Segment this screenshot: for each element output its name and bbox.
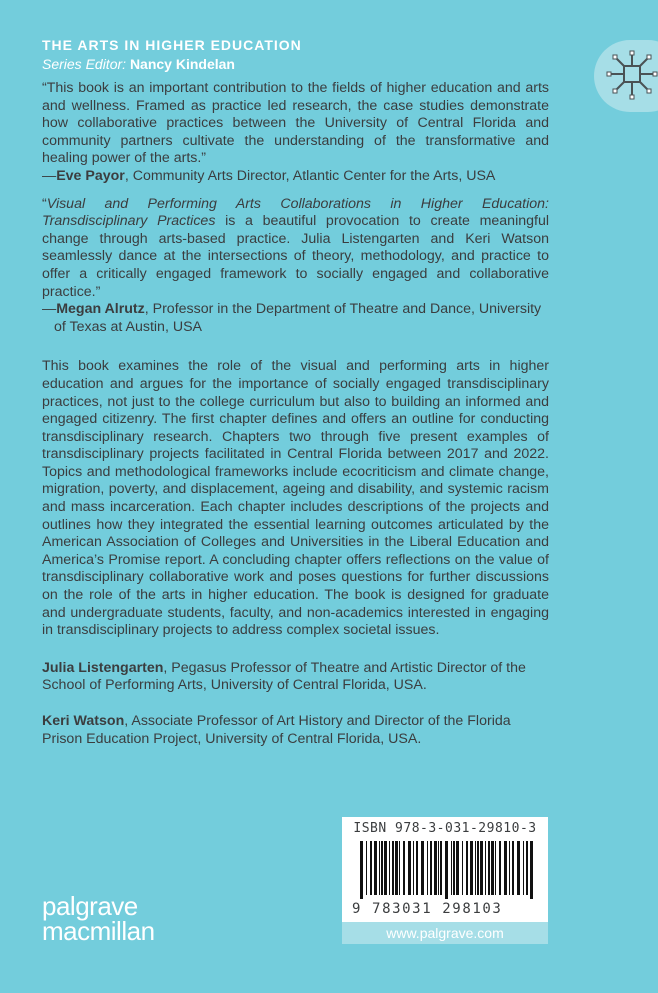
quote-attribution: —Eve Payor, Community Arts Director, Atlantic Center for the Arts, USA [42, 167, 496, 184]
barcode-bar [530, 841, 533, 899]
barcode-bar [430, 841, 432, 895]
barcode-bar [434, 841, 437, 895]
network-chip-icon [604, 50, 658, 102]
barcode-bar [438, 841, 439, 895]
barcode-bar [389, 841, 390, 895]
barcode-bar [370, 841, 372, 895]
barcode-bar [451, 841, 452, 895]
quote-text: “This book is an important contribution to the fields of higher education and arts and wellness. Framed as practice led research, the case studies demonstrate how collaborative practices between the University of Central Florida and community partners cultivate the understanding of the transformative and healing power of the arts.” [42, 80, 549, 167]
barcode-bar [512, 841, 514, 895]
isbn-text: ISBN 978-3-031-29810-3 [353, 821, 537, 836]
barcode-bar [470, 841, 473, 895]
palgrave-macmillan-logo: palgrave macmillan [42, 891, 155, 946]
author-bio-2: Keri Watson, Associate Professor of Art History and Director of the Florida Prison Education Project, University of Central Florida, USA. [42, 713, 511, 747]
barcode-bar [466, 841, 468, 895]
barcode-bar [485, 841, 486, 895]
barcode-bar [392, 841, 394, 895]
barcode-bars [356, 841, 536, 899]
cover-text [42, 80, 549, 748]
barcode-bar [504, 841, 507, 895]
barcode-bar [421, 841, 424, 895]
barcode-bar [399, 841, 400, 895]
barcode-bar [517, 841, 520, 895]
barcode-bar [475, 841, 476, 895]
barcode-bar [440, 841, 442, 895]
barcode-bar [416, 841, 418, 895]
barcode-bar [379, 841, 380, 895]
barcode-bar [495, 841, 496, 895]
barcode-bar [477, 841, 479, 895]
barcode-bar [427, 841, 428, 895]
barcode-bar [374, 841, 377, 895]
barcode-bar [408, 841, 411, 895]
book-description: This book examines the role of the visual and performing arts in higher education and argues for the importance of socially engaged transdisciplinary practices, not just to the college curriculum but also to building an informed and engaged citizenry. The first chapter defines and offers an outline for conducting transdisciplinary research. Chapters two through five present examples of transdisciplinary projects facilitated in Central Florida between 2017 and 2022. Topics and methodological frameworks include ecocriticism and climate change, migration, poverty, and displacement, ageing and disability, and systemic racism and mass incarceration. Each chapter includes descriptions of the projects and outlines how they integrated the essential learning outcomes articulated by the American Association of Colleges and Universities in the Liberal Education and America’s Promise report. A concluding chapter offers reflections on the value of transdisciplinary collaborative work and poses questions for further discussions on the role of the arts in higher education. The book is designed for graduate and undergraduate students, faculty, and non-academics interested in engaging in transdisciplinary projects to address complex societal issues. [42, 358, 549, 639]
barcode-bar [509, 841, 510, 895]
barcode-bar [462, 841, 463, 895]
barcode-bar [366, 841, 367, 895]
barcode-bar [395, 841, 398, 895]
series-title: THE ARTS IN HIGHER EDUCATION [42, 37, 302, 53]
series-badge [594, 40, 658, 112]
barcode-bar [384, 841, 387, 895]
author-bio-1: Julia Listengarten, Pegasus Professor of Theatre and Artistic Director of the School of Performing Arts, University of Central Florida, USA. [42, 659, 526, 694]
series-info [42, 37, 302, 72]
barcode-bar [360, 841, 363, 899]
barcode-bar [445, 841, 448, 899]
barcode-digits: 9 783031 298103 [352, 901, 503, 917]
barcode-bar [403, 841, 405, 895]
barcode-bar [413, 841, 414, 895]
barcode-bar [456, 841, 459, 895]
barcode-bar [491, 841, 494, 895]
barcode-bar [381, 841, 383, 895]
barcode-bar [526, 841, 528, 895]
quote-1 [42, 80, 549, 186]
quote-text: “Visual and Performing Arts Collaborations in Higher Education: Transdisciplinary Practices is a beautiful provocation to create meaningful change through arts-based practice. Julia Listengarten and Keri Watson seamlessly dance at the intersections of theory, methodology, and practice to offer a critically engaged framework to socially engaged and collaborative practice.” [42, 195, 549, 300]
quote-2 [42, 196, 549, 337]
barcode-bar [488, 841, 490, 895]
publisher-url[interactable]: www.palgrave.com [342, 922, 548, 944]
barcode-bar [499, 841, 501, 895]
barcode-bar [523, 841, 524, 895]
barcode-bar [453, 841, 455, 895]
isbn-barcode [342, 817, 548, 922]
quote-attribution: —Megan Alrutz, Professor in the Department of Theatre and Dance, University of Texas at Austin, USA [42, 301, 542, 335]
series-editor: Series Editor: Nancy Kindelan [42, 56, 235, 72]
barcode-bar [480, 841, 483, 895]
